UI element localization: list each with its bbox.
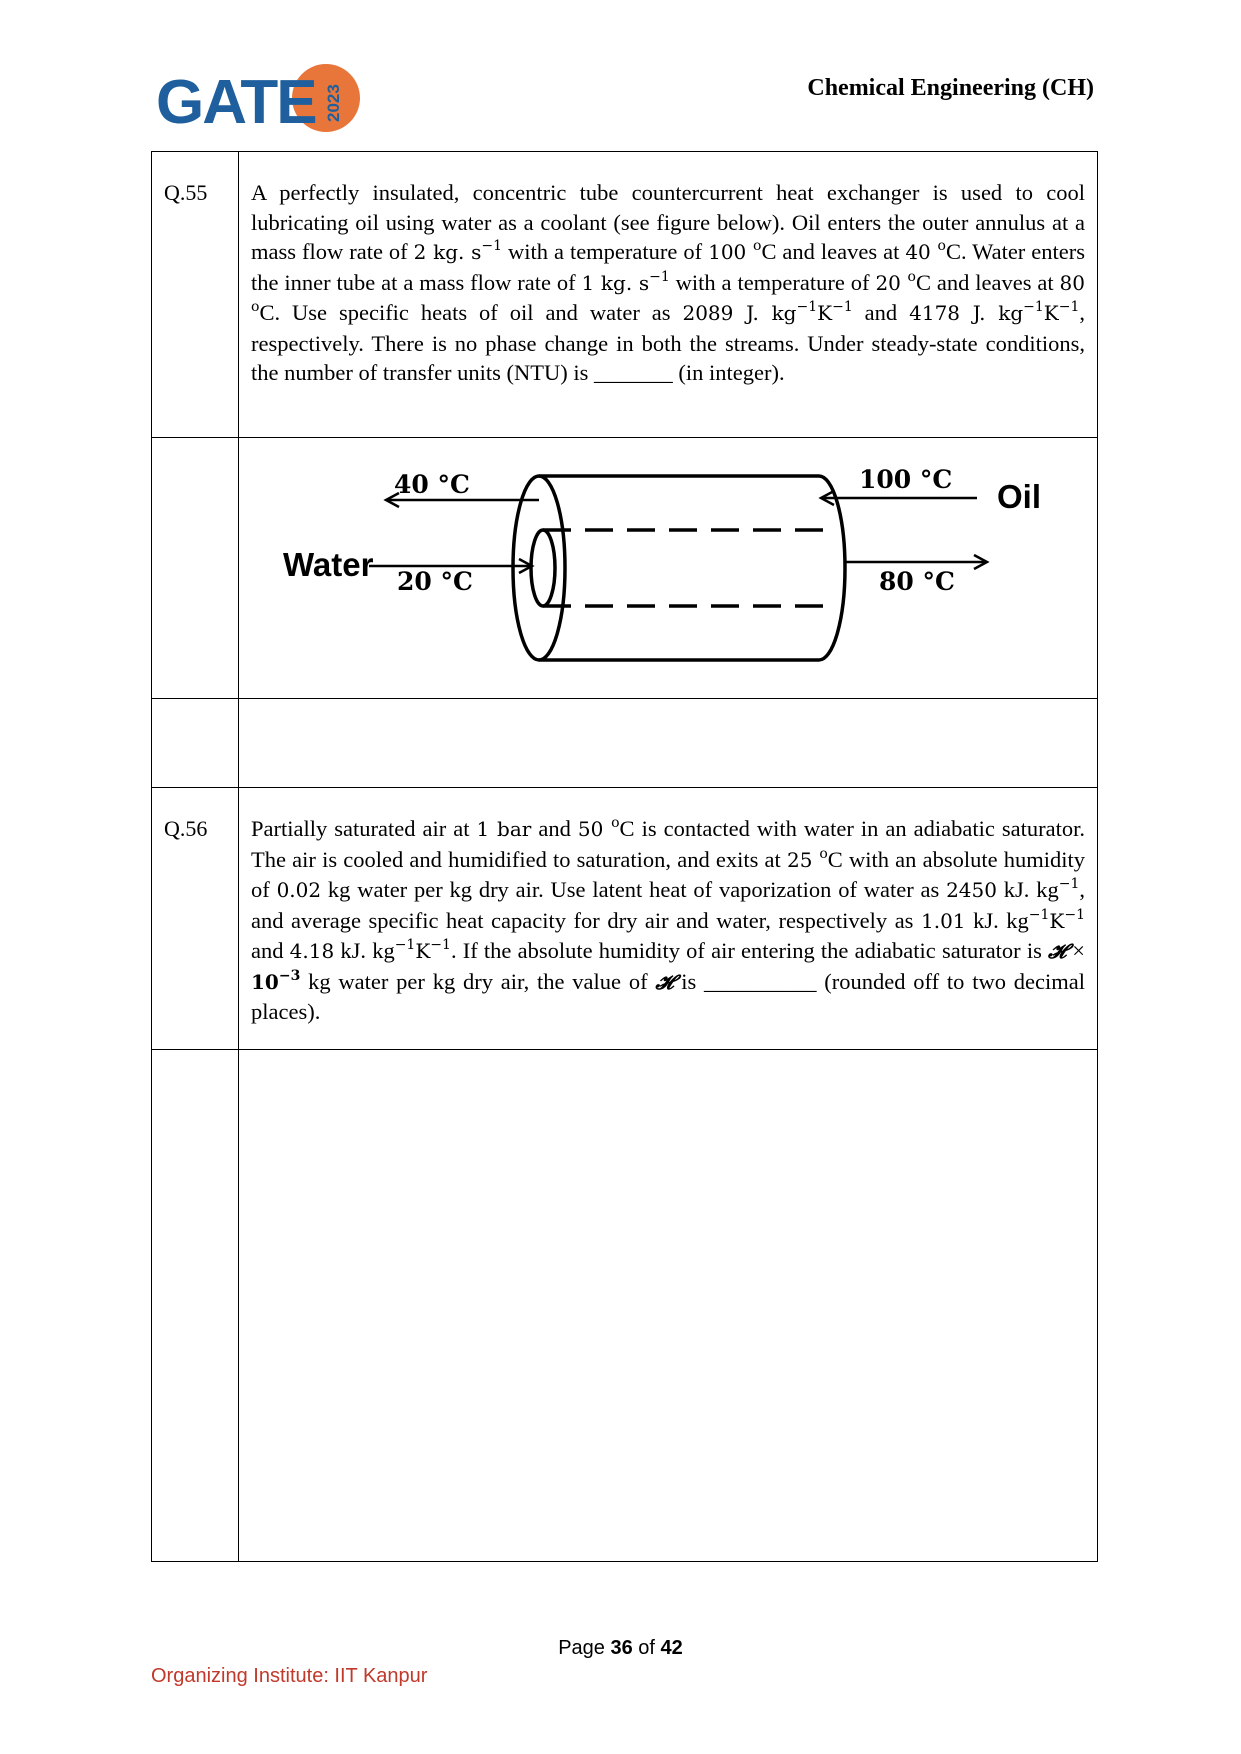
page-number: Page 36 of 42 [558,1637,683,1659]
oil-in-temp: 100 °C [859,465,953,494]
answer-row [152,1049,1098,1561]
gate-logo [156,60,361,140]
question-number: Q.55 [164,180,208,205]
subject-header: Chemical Engineering (CH) [807,75,1094,101]
answer-row [152,699,1098,788]
water-out-temp: 40 °C [394,470,470,499]
question-text-q56: Partially saturated air at 1 bar and 50 $^o$C is contacted with water in an adiabatic saturator. The air is cooled and humidified to saturation, and exits at 25 $^o$C with an absolute humidity of 0.02 kg water per kg dry air. Use latent heat of vaporization of water as 2450 kJ. $kg^{-1}$, and average specific heat capacity for dry air and water, respectively as 1.01 kJ. $kg^{-1}K^{-1}$ and 4.18 kJ. $kg^{-1}K^{-1}$. If the absolute humidity of air entering the adiabatic saturator is 𝓗 × $10^{-3}$ kg water per kg dry air, the value of 𝓗 is __________ (rounded off to two decimal places). [251,815,1086,1024]
question-row [152,788,1098,1050]
logo-text: GATE [156,68,316,137]
question-row [152,152,1098,438]
question-number: Q.56 [164,816,208,841]
organizing-institute: Organizing Institute: IIT Kanpur [151,1665,428,1687]
inner-tube-end [531,530,555,606]
question-text-q55: A perfectly insulated, concentric tube countercurrent heat exchanger is used to cool lubricating oil using water as a coolant (see figure below). Oil enters the outer annulus at a mass flow rate of 2 kg. $s^{-1}$ with a temperature of 100 $^o$C and leaves at 40 $^o$C. Water enters the inner tube at a mass flow rate of 1 kg. $s^{-1}$ with a temperature of 20 $^o$C and leaves at 80 $^o$C. Use specific heats of oil and water as 2089 J. $kg^{-1}K^{-1}$ and 4178 J. $kg^{-1}K^{-1}$, respectively. There is no phase change in both the streams. Under steady-state conditions, the number of transfer units (NTU) is _______ (in integer). [251,180,1086,385]
question-table [151,151,1098,1562]
water-label: Water [283,546,374,583]
oil-label: Oil [997,478,1042,515]
outer-tube-left-end [513,476,565,660]
oil-out-temp: 80 °C [879,567,955,596]
water-in-temp: 20 °C [397,567,473,596]
figure-row [152,438,1098,699]
logo-year: 2023 [324,84,343,122]
heat-exchanger-figure [239,438,1099,696]
